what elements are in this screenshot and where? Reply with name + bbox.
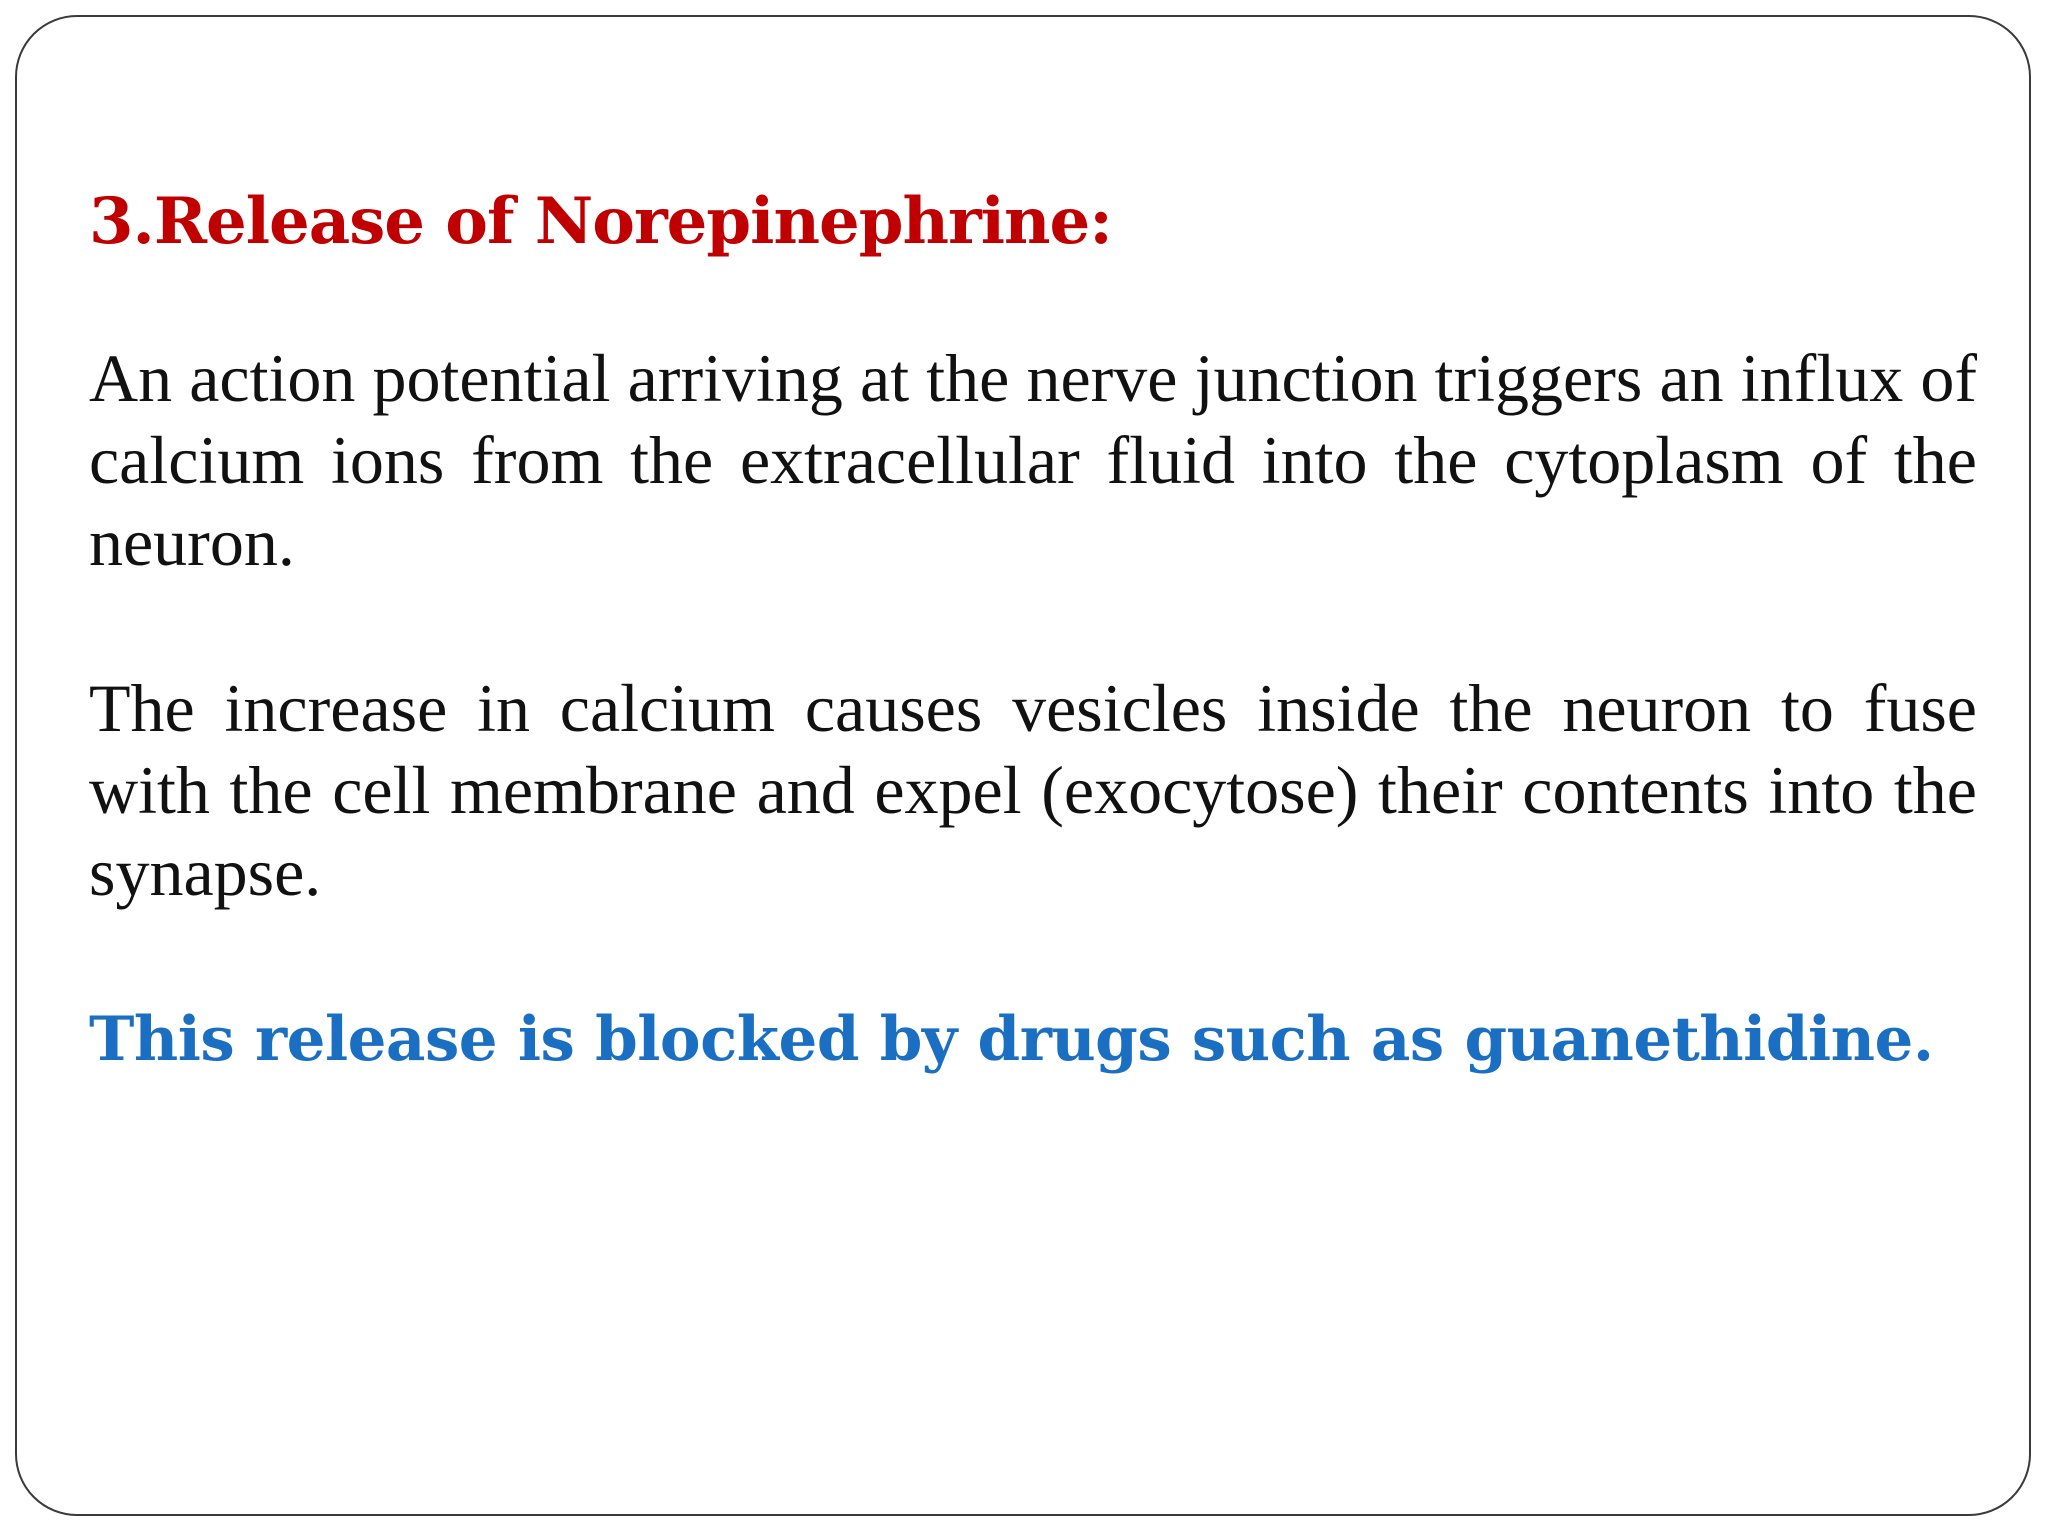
paragraph-action-potential: An action potential arriving at the nerve junction triggers an influx of calcium ions from the extracellular fluid into the cytoplasm of the neuron. — [89, 340, 1977, 580]
paragraph-calcium-exocytosis: The increase in calcium causes vesicles inside the neuron to fuse with the cell membrane and expel (exocytose) their contents into the synapse. — [89, 670, 1977, 910]
highlight-guanethidine-note: This release is blocked by drugs such as guanethidine. — [89, 1004, 1934, 1075]
slide-frame — [15, 15, 2031, 1516]
slide-content — [89, 177, 1977, 1085]
slide-heading: 3.Release of Norepinephrine: — [89, 184, 1112, 259]
